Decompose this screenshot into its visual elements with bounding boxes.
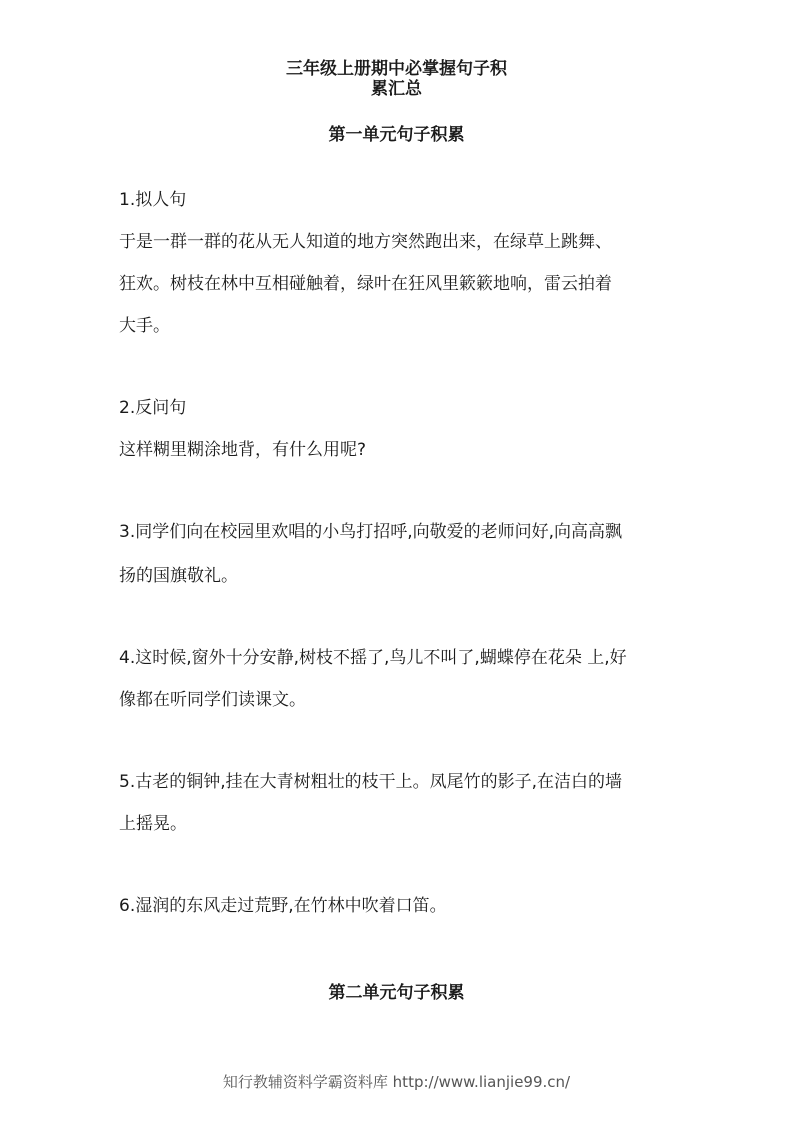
item-5-line-1: 5.古老的铜钟,挂在大青树粗壮的枝干上。凤尾竹的影子,在洁白的墙	[119, 772, 623, 792]
item-1-line-3: 大手。	[119, 316, 170, 336]
item-5-line-2: 上摇晃。	[119, 814, 187, 834]
item-1-line-1: 于是一群一群的花从无人知道的地方突然跑出来，在绿草上跳舞、	[119, 232, 612, 252]
unit-1-heading: 第一单元句子积累	[328, 125, 465, 145]
document-title-line-2: 累汇总	[371, 79, 422, 99]
item-3-line-1: 3.同学们向在校园里欢唱的小鸟打招呼,向敬爱的老师问好,向高高飘	[119, 522, 623, 542]
item-1-line-2: 狂欢。树枝在林中互相碰触着，绿叶在狂风里簌簌地响，雷云拍着	[119, 274, 612, 294]
item-4-line-1: 4.这时候,窗外十分安静,树枝不摇了,鸟儿不叫了,蝴蝶停在花朵 上,好	[119, 648, 627, 668]
footer-watermark: 知行教辅资料学霸资料库 http://www.lianjie99.cn/	[222, 1073, 571, 1091]
item-4-line-2: 像都在听同学们读课文。	[119, 690, 306, 710]
unit-2-heading: 第二单元句子积累	[328, 983, 465, 1003]
item-2-line-1: 这样糊里糊涂地背，有什么用呢?	[119, 440, 367, 460]
item-1-label: 1.拟人句	[119, 190, 187, 210]
document-title-line-1: 三年级上册期中必掌握句子积	[286, 59, 507, 79]
item-3-line-2: 扬的国旗敬礼。	[119, 566, 238, 586]
item-2-label: 2.反问句	[119, 398, 187, 418]
item-6-line-1: 6.湿润的东风走过荒野,在竹林中吹着口笛。	[119, 896, 447, 916]
